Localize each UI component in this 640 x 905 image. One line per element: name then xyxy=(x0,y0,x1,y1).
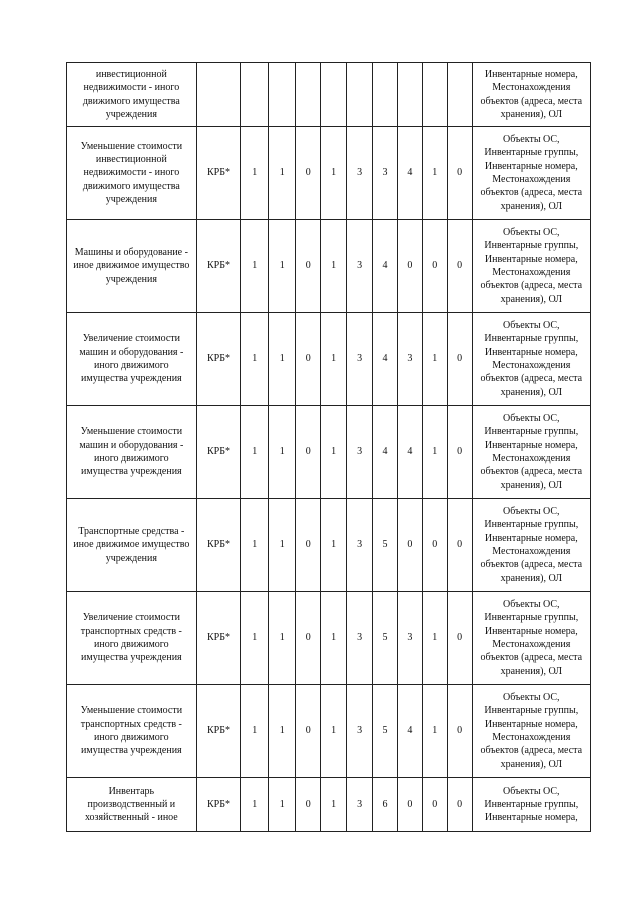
digit-cell: 1 xyxy=(241,313,269,406)
digit-cell xyxy=(241,63,269,127)
digit-cell: 1 xyxy=(269,499,296,592)
code-cell: КРБ* xyxy=(196,127,241,220)
digit-cell: 0 xyxy=(447,592,472,685)
analytics-cell: Инвентарные номера, Местонахождения объектов (адреса, места хранения), ОЛ xyxy=(472,63,590,127)
account-name-cell: Инвентарь производственный и хозяйственный - иное xyxy=(67,778,197,832)
digit-cell: 1 xyxy=(321,313,347,406)
digit-cell: 0 xyxy=(397,499,422,592)
digit-cell: 0 xyxy=(296,127,321,220)
digit-cell: 3 xyxy=(347,406,373,499)
digit-cell: 5 xyxy=(373,499,398,592)
digit-cell: 1 xyxy=(422,406,447,499)
analytics-cell: Объекты ОС, Инвентарные группы, Инвентарные номера, Местонахождения объектов (адреса, места хранения), ОЛ xyxy=(472,685,590,778)
digit-cell: 0 xyxy=(296,685,321,778)
digit-cell: 1 xyxy=(241,127,269,220)
digit-cell: 1 xyxy=(422,685,447,778)
analytics-cell: Объекты ОС, Инвентарные группы, Инвентарные номера, Местонахождения объектов (адреса, места хранения), ОЛ xyxy=(472,220,590,313)
code-cell: КРБ* xyxy=(196,313,241,406)
table-row xyxy=(67,313,591,406)
account-name-cell: Уменьшение стоимости инвестиционной недвижимости - иного движимого имущества учреждения xyxy=(67,127,197,220)
digit-cell: 3 xyxy=(347,313,373,406)
digit-cell: 1 xyxy=(269,313,296,406)
code-cell: КРБ* xyxy=(196,778,241,832)
digit-cell: 4 xyxy=(373,313,398,406)
digit-cell: 0 xyxy=(447,685,472,778)
digit-cell: 3 xyxy=(347,685,373,778)
digit-cell: 1 xyxy=(241,406,269,499)
digit-cell: 0 xyxy=(296,592,321,685)
digit-cell: 0 xyxy=(447,499,472,592)
digit-cell: 4 xyxy=(373,220,398,313)
table-row xyxy=(67,685,591,778)
digit-cell xyxy=(321,63,347,127)
digit-cell: 3 xyxy=(347,127,373,220)
digit-cell: 0 xyxy=(296,313,321,406)
account-name-cell: Уменьшение стоимости машин и оборудования - иного движимого имущества учреждения xyxy=(67,406,197,499)
digit-cell: 0 xyxy=(296,406,321,499)
digit-cell: 1 xyxy=(422,592,447,685)
digit-cell: 4 xyxy=(397,406,422,499)
digit-cell: 4 xyxy=(373,406,398,499)
digit-cell: 0 xyxy=(296,220,321,313)
digit-cell: 1 xyxy=(269,220,296,313)
digit-cell: 1 xyxy=(321,685,347,778)
digit-cell xyxy=(397,63,422,127)
code-cell: КРБ* xyxy=(196,406,241,499)
digit-cell: 5 xyxy=(373,685,398,778)
digit-cell: 0 xyxy=(397,778,422,832)
account-name-cell: Увеличение стоимости машин и оборудования - иного движимого имущества учреждения xyxy=(67,313,197,406)
digit-cell: 1 xyxy=(241,778,269,832)
digit-cell: 0 xyxy=(296,778,321,832)
table-row xyxy=(67,127,591,220)
digit-cell xyxy=(422,63,447,127)
digit-cell: 1 xyxy=(321,499,347,592)
digit-cell: 4 xyxy=(397,685,422,778)
digit-cell: 0 xyxy=(447,220,472,313)
code-cell: КРБ* xyxy=(196,685,241,778)
digit-cell: 3 xyxy=(347,778,373,832)
digit-cell: 1 xyxy=(241,685,269,778)
table-row xyxy=(67,220,591,313)
accounts-table xyxy=(66,62,591,832)
digit-cell: 6 xyxy=(373,778,398,832)
analytics-cell: Объекты ОС, Инвентарные группы, Инвентарные номера, xyxy=(472,778,590,832)
account-name-cell: Транспортные средства - иное движимое имущество учреждения xyxy=(67,499,197,592)
account-name-cell: Увеличение стоимости транспортных средств - иного движимого имущества учреждения xyxy=(67,592,197,685)
code-cell xyxy=(196,63,241,127)
analytics-cell: Объекты ОС, Инвентарные группы, Инвентарные номера, Местонахождения объектов (адреса, места хранения), ОЛ xyxy=(472,313,590,406)
digit-cell: 0 xyxy=(397,220,422,313)
digit-cell: 4 xyxy=(397,127,422,220)
digit-cell: 1 xyxy=(241,220,269,313)
table-row xyxy=(67,499,591,592)
digit-cell: 1 xyxy=(321,778,347,832)
digit-cell: 3 xyxy=(347,592,373,685)
code-cell: КРБ* xyxy=(196,592,241,685)
digit-cell: 1 xyxy=(422,127,447,220)
digit-cell: 1 xyxy=(241,592,269,685)
digit-cell: 0 xyxy=(447,313,472,406)
table-row xyxy=(67,592,591,685)
table-row xyxy=(67,63,591,127)
digit-cell: 3 xyxy=(373,127,398,220)
digit-cell xyxy=(347,63,373,127)
code-cell: КРБ* xyxy=(196,220,241,313)
code-cell: КРБ* xyxy=(196,499,241,592)
digit-cell: 1 xyxy=(269,685,296,778)
analytics-cell: Объекты ОС, Инвентарные группы, Инвентарные номера, Местонахождения объектов (адреса, места хранения), ОЛ xyxy=(472,127,590,220)
digit-cell: 3 xyxy=(397,313,422,406)
digit-cell: 5 xyxy=(373,592,398,685)
digit-cell: 0 xyxy=(422,499,447,592)
digit-cell: 0 xyxy=(447,778,472,832)
digit-cell xyxy=(269,63,296,127)
digit-cell xyxy=(447,63,472,127)
digit-cell: 1 xyxy=(269,778,296,832)
digit-cell: 0 xyxy=(422,220,447,313)
digit-cell: 1 xyxy=(321,406,347,499)
digit-cell: 0 xyxy=(296,499,321,592)
digit-cell: 3 xyxy=(397,592,422,685)
table-row xyxy=(67,778,591,832)
digit-cell: 1 xyxy=(269,127,296,220)
digit-cell: 1 xyxy=(321,220,347,313)
digit-cell: 1 xyxy=(321,592,347,685)
analytics-cell: Объекты ОС, Инвентарные группы, Инвентарные номера, Местонахождения объектов (адреса, места хранения), ОЛ xyxy=(472,406,590,499)
digit-cell: 0 xyxy=(422,778,447,832)
account-name-cell: Уменьшение стоимости транспортных средств - иного движимого имущества учреждения xyxy=(67,685,197,778)
table-row xyxy=(67,406,591,499)
digit-cell: 3 xyxy=(347,220,373,313)
digit-cell: 1 xyxy=(269,406,296,499)
digit-cell xyxy=(373,63,398,127)
analytics-cell: Объекты ОС, Инвентарные группы, Инвентарные номера, Местонахождения объектов (адреса, места хранения), ОЛ xyxy=(472,499,590,592)
analytics-cell: Объекты ОС, Инвентарные группы, Инвентарные номера, Местонахождения объектов (адреса, места хранения), ОЛ xyxy=(472,592,590,685)
digit-cell: 0 xyxy=(447,127,472,220)
digit-cell: 3 xyxy=(347,499,373,592)
digit-cell: 1 xyxy=(422,313,447,406)
account-name-cell: Машины и оборудование - иное движимое имущество учреждения xyxy=(67,220,197,313)
digit-cell: 1 xyxy=(241,499,269,592)
digit-cell: 1 xyxy=(321,127,347,220)
digit-cell xyxy=(296,63,321,127)
digit-cell: 1 xyxy=(269,592,296,685)
digit-cell: 0 xyxy=(447,406,472,499)
account-name-cell: инвестиционной недвижимости - иного движимого имущества учреждения xyxy=(67,63,197,127)
